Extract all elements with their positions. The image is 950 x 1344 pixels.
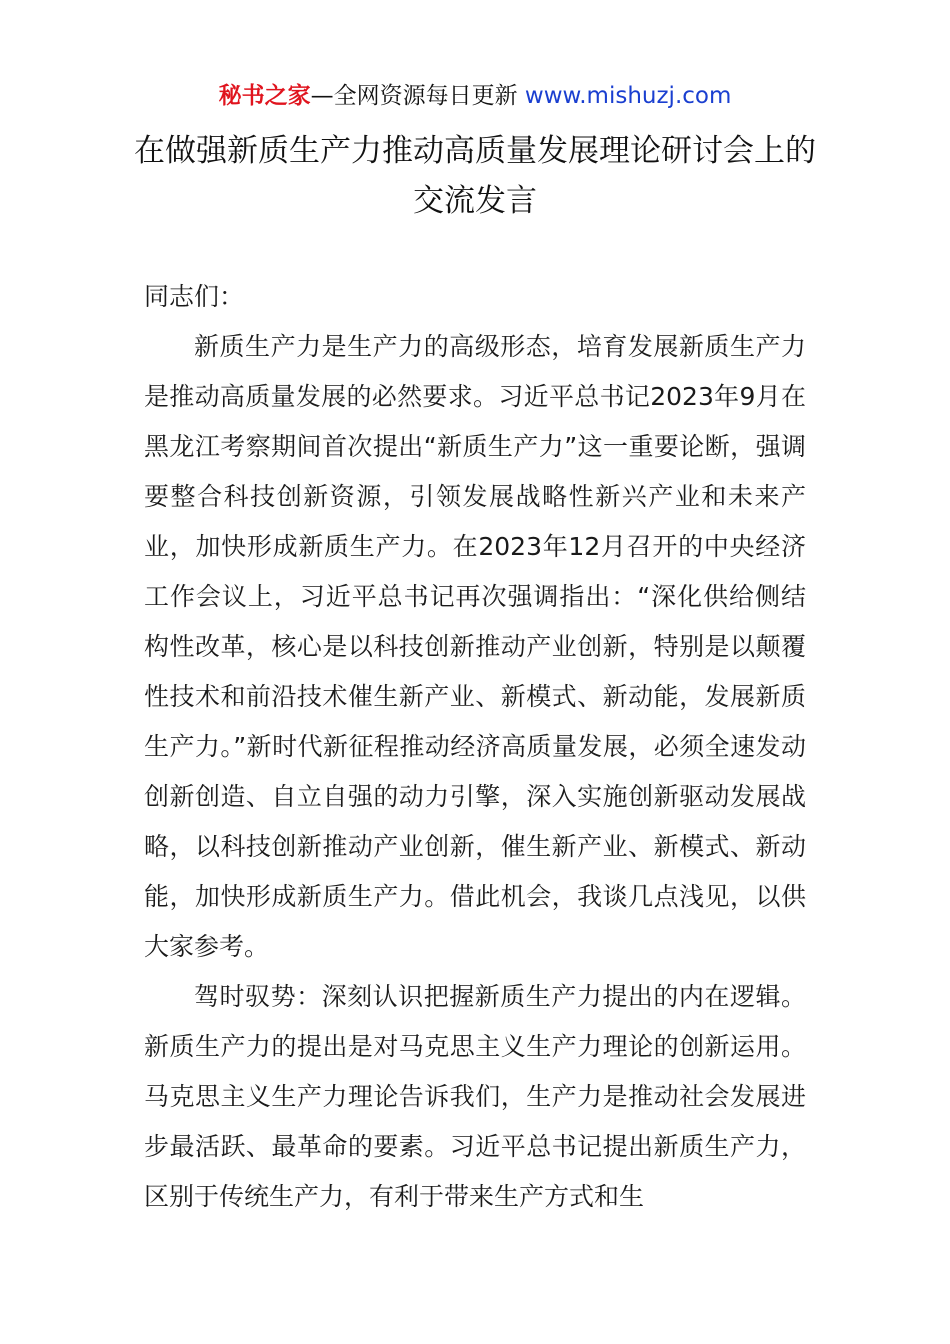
site-tagline: —全网资源每日更新 <box>310 83 518 109</box>
document-title: 在做强新质生产力推动高质量发展理论研讨会上的交流发言 <box>134 133 816 219</box>
salutation: 同志们： <box>144 282 245 311</box>
site-url-link[interactable]: www.mishuzj.com <box>524 83 732 109</box>
paragraph-intro: 新质生产力是生产力的高级形态，培育发展新质生产力是推动高质量发展的必然要求。习近平总书记2023年9月在黑龙江考察期间首次提出“新质生产力”这一重要论断，强调要整合科技创新资源，引领发展战略性新兴产业和未来产业，加快形成新质生产力。在2023年12月召开的中央经济工作会议上，习近平总书记再次强调指出：“深化供给侧结构性改革，核心是以科技创新推动产业创新，特别是以颠覆性技术和前沿技术催生新产业、新模式、新动能，发展新质生产力。”新时代新征程推动经济高质量发展，必须全速发动创新创造、自立自强的动力引擎，深入实施创新驱动发展战略，以科技创新推动产业创新，催生新产业、新模式、新动能，加快形成新质生产力。借此机会，我谈几点浅见，以供大家参考。 <box>144 332 806 961</box>
site-header <box>0 80 950 112</box>
paragraph-section-1: 驾时驭势：深刻认识把握新质生产力提出的内在逻辑。新质生产力的提出是对马克思主义生产力理论的创新运用。马克思主义生产力理论告诉我们，生产力是推动社会发展进步最活跃、最革命的要素。习近平总书记提出新质生产力，区别于传统生产力，有利于带来生产方式和生 <box>144 982 806 1211</box>
document-body <box>144 272 806 1222</box>
site-name: 秘书之家 <box>218 83 311 109</box>
